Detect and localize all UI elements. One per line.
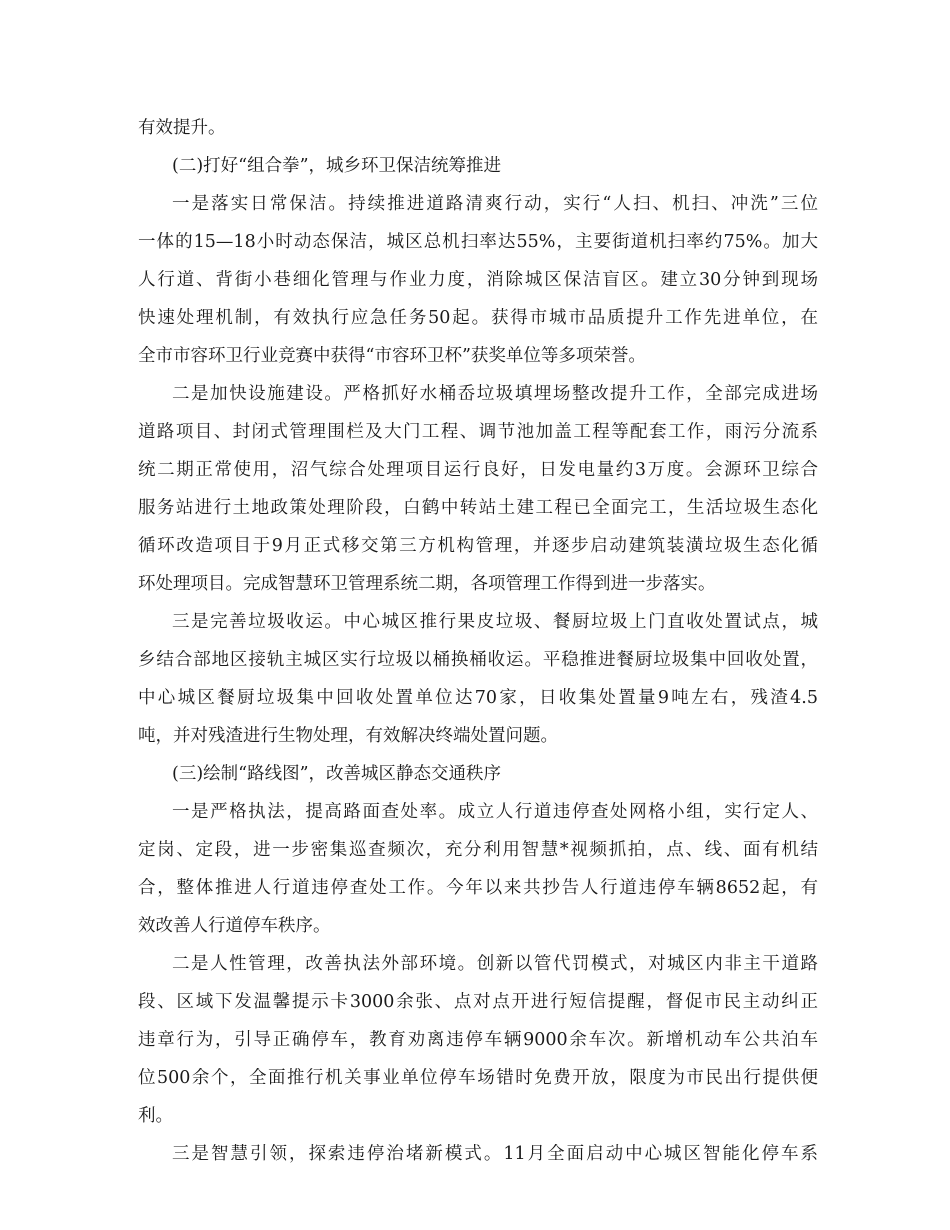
text-line: 定岗、定段，进一步密集巡查频次，充分利用智慧*视频抓拍，点、线、面有机结 [138,840,818,860]
text-line: 道路项目、封闭式管理围栏及大门工程、调节池加盖工程等配套工作，雨污分流系 [138,422,818,442]
text-line: 合，整体推进人行道违停查处工作。今年以来共抄告人行道违停车辆8652起，有 [138,878,818,898]
text-line: 二是人性管理，改善执法外部环境。创新以管代罚模式，对城区内非主干道路 [172,954,818,974]
text-line: 一体的15—18小时动态保洁，城区总机扫率达55%，主要街道机扫率约75%。加大 [138,232,818,252]
text-line: 三是完善垃圾收运。中心城区推行果皮垃圾、餐厨垃圾上门直收处置试点，城 [172,612,818,632]
text-line: 乡结合部地区接轨主城区实行垃圾以桶换桶收运。平稳推进餐厨垃圾集中回收处置， [138,650,818,670]
text-line: 快速处理机制，有效执行应急任务50起。获得市城市品质提升工作先进单位，在 [138,308,818,328]
text-line: 吨，并对残渣进行生物处理，有效解决终端处置问题。 [138,726,558,746]
text-line: 环处理项目。完成智慧环卫管理系统二期，各项管理工作得到进一步落实。 [138,574,716,594]
text-line: 位500余个，全面推行机关事业单位停车场错时免费开放，限度为市民出行提供便 [138,1068,818,1088]
text-line: 中心城区餐厨垃圾集中回收处置单位达70家，日收集处置量9吨左右，残渣4.5 [138,688,818,708]
text-line: 全市市容环卫行业竞赛中获得“市容环卫杯”获奖单位等多项荣誉。 [138,346,646,366]
section-heading: (三)绘制“路线图”，改善城区静态交通秩序 [172,764,502,784]
text-line: 利。 [138,1106,173,1126]
text-line: 段、区域下发温馨提示卡3000余张、点对点开进行短信提醒，督促市民主动纠正 [138,992,818,1012]
text-line: 违章行为，引导正确停车，教育劝离违停车辆9000余车次。新增机动车公共泊车 [138,1030,818,1050]
text-line: 一是落实日常保洁。持续推进道路清爽行动，实行“人扫、机扫、冲洗”三位 [172,194,818,214]
text-line: 效改善人行道停车秩序。 [138,916,331,936]
text-line: 有效提升。 [138,118,226,138]
text-line: 二是加快设施建设。严格抓好水桶岙垃圾填埋场整改提升工作，全部完成进场 [172,384,818,404]
text-line: 循环改造项目于9月正式移交第三方机构管理，并逐步启动建筑装潢垃圾生态化循 [138,536,818,556]
text-line: 人行道、背街小巷细化管理与作业力度，消除城区保洁盲区。建立30分钟到现场 [138,270,818,290]
text-line: 服务站进行土地政策处理阶段，白鹤中转站土建工程已全面完工，生活垃圾生态化 [138,498,818,518]
text-line: 统二期正常使用，沼气综合处理项目运行良好，日发电量约3万度。会源环卫综合 [138,460,818,480]
text-line: 一是严格执法，提高路面查处率。成立人行道违停查处网格小组，实行定人、 [172,802,818,822]
text-line: 三是智慧引领，探索违停治堵新模式。11月全面启动中心城区智能化停车系 [172,1144,818,1164]
section-heading: (二)打好“组合拳”，城乡环卫保洁统筹推进 [172,156,502,176]
